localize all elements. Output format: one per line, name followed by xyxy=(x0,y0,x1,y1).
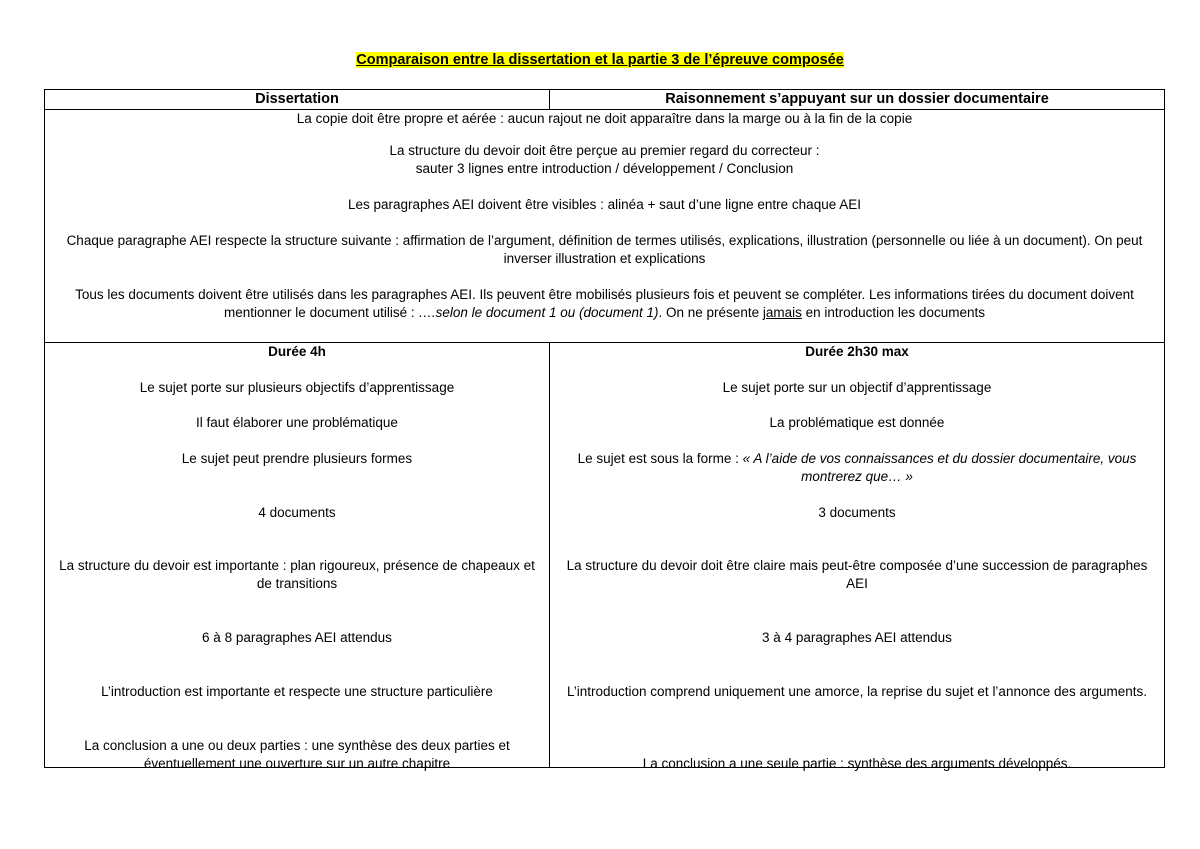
header-row xyxy=(45,90,1165,110)
list-item: L’introduction est importante et respecte une structure particulière xyxy=(101,684,493,699)
list-item: Le sujet porte sur un objectif d’apprentissage xyxy=(722,380,992,395)
list-item: Il faut élaborer une problématique xyxy=(196,415,398,430)
raisonnement-cell xyxy=(550,343,1165,771)
list-item: La structure du devoir est importante : plan rigoureux, présence de chapeaux et de transitions xyxy=(59,558,535,591)
page-title: Comparaison entre la dissertation et la partie 3 de l’épreuve composée xyxy=(356,52,844,68)
list-item: Le sujet est sous la forme : « A l’aide de vos connaissances et du dossier documentaire, vous montrerez que… » xyxy=(577,451,1137,484)
list-item: 4 documents xyxy=(258,505,336,520)
rule-skip-lines: sauter 3 lignes entre introduction / développement / Conclusion xyxy=(415,161,794,176)
common-rules-row xyxy=(45,110,1165,343)
list-item: La structure du devoir doit être claire mais peut-être composée d’une succession de paragraphes AEI xyxy=(566,558,1148,591)
list-item: Le sujet peut prendre plusieurs formes xyxy=(181,451,413,466)
list-item: La problématique est donnée xyxy=(769,415,945,430)
rule-structure-visible: La structure du devoir doit être perçue au premier regard du correcteur : xyxy=(389,143,820,158)
column-header-raisonnement: Raisonnement s’appuyant sur un dossier documentaire xyxy=(550,90,1165,110)
list-item: La conclusion a une seule partie : synthèse des arguments développés. xyxy=(642,756,1072,771)
list-item: La conclusion a une ou deux parties : une synthèse des deux parties et éventuellement une ouverture sur un autre chapitre xyxy=(84,738,510,771)
dissertation-cell xyxy=(45,343,550,771)
rule-aei-visible: Les paragraphes AEI doivent être visibles : alinéa + saut d’une ligne entre chaque AEI xyxy=(348,197,861,212)
list-item: Le sujet porte sur plusieurs objectifs d’apprentissage xyxy=(139,380,455,395)
rule-documents-used: Tous les documents doivent être utilisés dans les paragraphes AEI. Ils peuvent être mobilisés plusieurs fois et peuvent se compléter. Les informations tirées du document doivent mentionner le document utilisé : ….selon le document 1 ou (document 1). On ne présente jamais en introduction les documents xyxy=(75,287,1134,320)
rule-aei-structure: Chaque paragraphe AEI respecte la structure suivante : affirmation de l’argument, définition de termes utilisés, explications, illustration (personnelle ou liée à un document). On peut inverser illustration et explications xyxy=(66,233,1143,266)
list-item: 3 documents xyxy=(818,505,896,520)
column-header-dissertation: Dissertation xyxy=(45,90,550,110)
list-item: 3 à 4 paragraphes AEI attendus xyxy=(762,630,952,645)
comparison-table xyxy=(44,89,1165,771)
list-item: 6 à 8 paragraphes AEI attendus xyxy=(202,630,392,645)
list-item: L’introduction comprend uniquement une amorce, la reprise du sujet et l’annonce des arguments. xyxy=(566,684,1148,699)
common-rules-cell xyxy=(45,110,1165,343)
duration-dissertation: Durée 4h xyxy=(268,344,326,359)
duration-raisonnement: Durée 2h30 max xyxy=(805,344,909,359)
comparison-row xyxy=(45,343,1165,768)
rule-copy-clean: La copie doit être propre et aérée : aucun rajout ne doit apparaître dans la marge ou à la fin de la copie xyxy=(296,111,913,126)
